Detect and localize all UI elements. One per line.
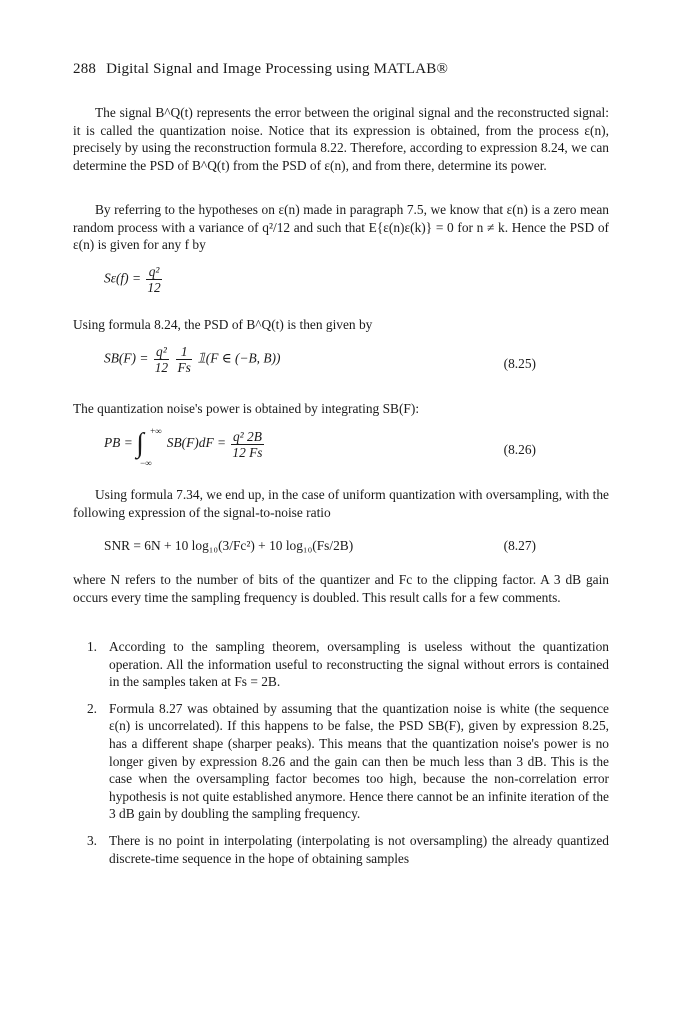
eq-827-expression: SNR = 6N + 10 log₁₀(3/Fc²) + 10 log₁₀(Fs/2B)	[104, 538, 354, 553]
list-item-number: 1.	[86, 639, 97, 654]
paragraph-where-n: where N refers to the number of bits of the quantizer and Fc to the clipping factor. A 3 dB gain occurs every time the sampling frequency is doubled. This result calls for a few comments.	[73, 572, 609, 605]
paragraph-using-824: Using formula 8.24, the PSD of B^Q(t) is then given by	[73, 317, 373, 332]
running-header	[73, 61, 448, 78]
equation-psd-epsilon	[104, 264, 164, 295]
list-item-text: According to the sampling theorem, oversampling is useless without the quantization operation. All the information useful to reconstructing the signal without errors is contained in the samples taken at Fs = 2B.	[109, 639, 609, 690]
paragraph-snr-intro: Using formula 7.34, we end up, in the case of uniform quantization with oversampling, with the following expression of the signal-to-noise ratio	[73, 487, 609, 520]
paragraph-quantization-noise: The signal B^Q(t) represents the error between the original signal and the reconstructed signal: it is called the quantization noise. Notice that its expression is obtained, from the process ε(n), precisely by using the reconstruction formula 8.22. Therefore, according to expression 8.24, we can determine the PSD of B^Q(t) from the PSD of ε(n), and from there, determine its power.	[73, 105, 609, 173]
eq-825-num-1: q²	[154, 344, 169, 360]
eq-825-label: (8.25)	[503, 356, 536, 371]
list-item	[73, 700, 609, 823]
eq-827-label: (8.27)	[503, 538, 536, 553]
list-item-number: 3.	[86, 832, 97, 848]
eq-psd-eps-lhs: Sε(f) =	[104, 270, 141, 286]
eq-826-numerator: q² 2B	[232, 428, 262, 444]
eq-825-fraction-2	[176, 344, 191, 375]
eq-825-num-2: 1	[176, 344, 191, 360]
eq-825-den-1: 12	[154, 360, 169, 375]
eq-825-lhs: SB(F) =	[104, 350, 149, 366]
integral-sign: ∫ +∞ −∞	[136, 426, 162, 468]
list-item	[73, 832, 609, 867]
list-item	[73, 638, 609, 691]
eq-826-fraction	[231, 429, 263, 460]
eq-psd-eps-fraction	[146, 264, 161, 295]
paragraph-noise-power: The quantization noise's power is obtained by integrating SB(F):	[73, 401, 420, 416]
book-title: Digital Signal and Image Processing using MATLAB®	[106, 61, 449, 77]
eq-826-label: (8.26)	[503, 442, 536, 457]
eq-826-denominator: 12 Fs	[232, 444, 263, 460]
eq-psd-eps-denominator: 12	[147, 280, 161, 295]
equation-8-25	[104, 344, 609, 375]
equation-8-27	[104, 538, 609, 554]
eq-826-integrand: SB(F)dF =	[166, 435, 227, 451]
list-item-text: Formula 8.27 was obtained by assuming that the quantization noise is white (the sequence ε(n) is uncorrelated). If this happens to be false, the PSD SB(F), given by expression 8.25, has a different shape (sharper peaks). This means that the quantization noise's power is no longer given by expression 8.26 and the gain can then be much less than 3 dB. This is the case when the oversampling factor becomes too high, because the non-correlation error hypothesis is not quite established anymore. Hence there cannot be an infinite iteration of the 3 dB gain by doubling the sampling frequency.	[109, 700, 609, 822]
eq-825-fraction-1	[154, 344, 169, 375]
eq-825-den-2: Fs	[177, 360, 191, 375]
equation-8-26	[104, 426, 609, 468]
eq-826-upper-limit: +∞	[150, 426, 162, 436]
list-item-text: There is no point in interpolating (interpolating is not oversampling) the already quantized discrete-time sequence in the hope of obtaining samples	[109, 832, 609, 866]
eq-826-lower-limit: −∞	[140, 458, 152, 468]
comment-list	[73, 638, 609, 876]
list-item-number: 2.	[86, 700, 97, 716]
page-number: 288	[73, 61, 97, 77]
eq-826-lhs: PB =	[104, 435, 133, 451]
eq-825-indicator: 𝟙(F ∈ (−B, B))	[197, 350, 281, 366]
paragraph-hypotheses: By referring to the hypotheses on ε(n) made in paragraph 7.5, we know that ε(n) is a zero mean random process with a variance of q²/12 and such that E{ε(n)ε(k)} = 0 for n ≠ k. Hence the PSD of ε(n) is given for any f by	[73, 202, 609, 253]
eq-psd-eps-numerator: q²	[146, 264, 161, 280]
